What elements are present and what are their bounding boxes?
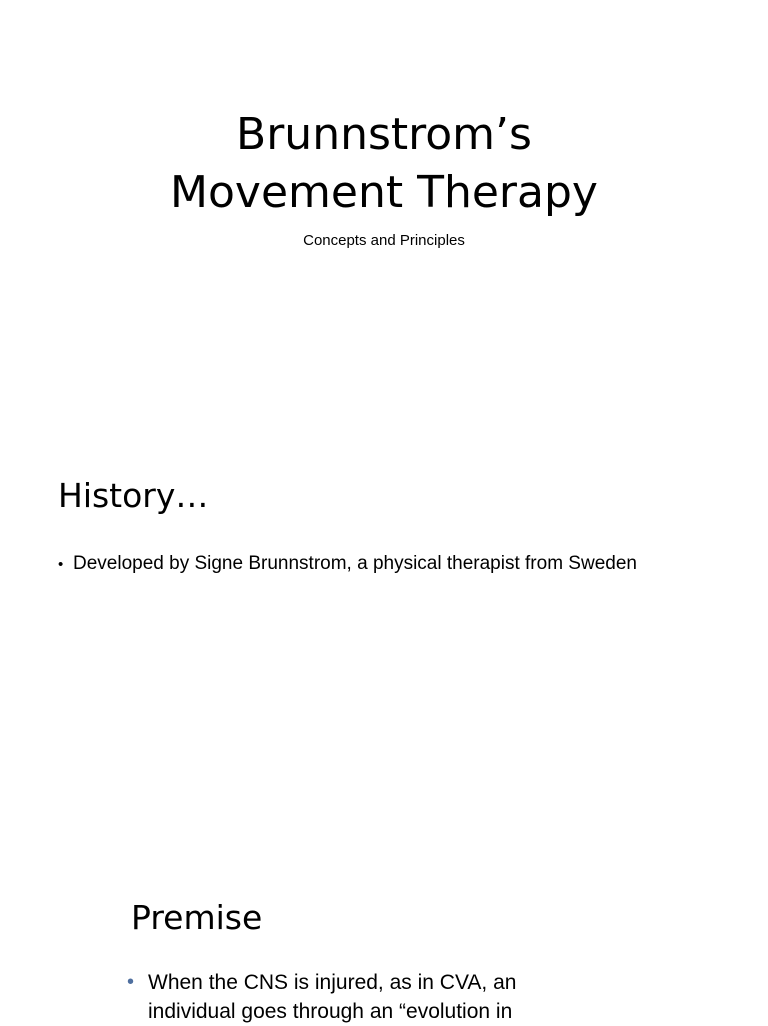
slide-title: [0, 106, 768, 222]
list-item: [127, 968, 577, 1026]
premise-bullet-list: [127, 968, 577, 1026]
history-bullet-list: [58, 553, 748, 575]
bullet-text: When the CNS is injured, as in CVA, an individual goes through an “evolution in: [148, 971, 517, 1023]
history-slide: [0, 430, 768, 850]
title-slide: [0, 0, 768, 420]
title-line-1: Brunnstrom’s: [236, 109, 532, 160]
history-heading: History…: [58, 476, 209, 515]
premise-heading: Premise: [131, 898, 263, 937]
bullet-text: Developed by Signe Brunnstrom, a physical therapist from Sweden: [73, 553, 637, 574]
title-line-2: Movement Therapy: [170, 167, 598, 218]
bullet-icon: •: [127, 971, 135, 993]
slide-subtitle: Concepts and Principles: [303, 232, 465, 249]
list-item: [58, 553, 748, 575]
bullet-icon: •: [58, 556, 64, 573]
premise-slide: [0, 870, 768, 1024]
